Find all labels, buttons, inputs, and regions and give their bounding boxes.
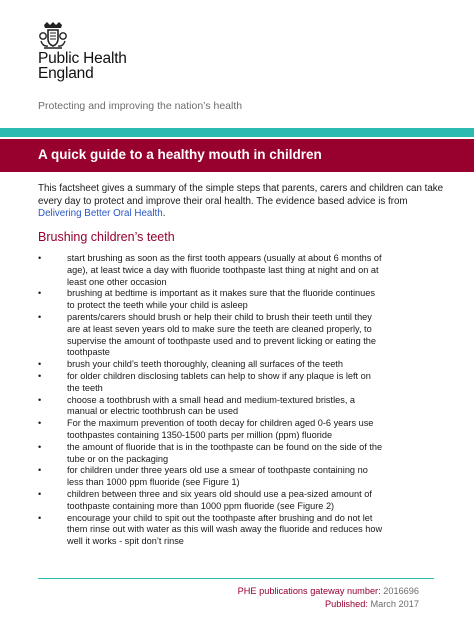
teal-divider bbox=[0, 128, 474, 137]
delivering-better-oral-health-link[interactable]: Delivering Better Oral Health bbox=[38, 208, 163, 220]
list-item-line: start brushing as soon as the first tooth appears (usually at about 6 months of bbox=[67, 253, 382, 263]
gateway-line bbox=[238, 585, 419, 598]
bullet-icon: • bbox=[38, 311, 42, 322]
list-item-line: choose a toothbrush with a small head and medium-textured bristles, a bbox=[67, 394, 356, 405]
bullet-icon: • bbox=[38, 441, 42, 452]
bullet-icon: • bbox=[38, 465, 42, 476]
bullet-icon: • bbox=[38, 394, 42, 405]
list-item-line: toothpaste bbox=[67, 347, 110, 358]
org-name-line1: Public Health bbox=[38, 50, 127, 67]
list-item bbox=[38, 513, 398, 548]
bullet-icon: • bbox=[38, 370, 42, 381]
list-item-line: children between three and six years old should use a pea-sized amount of bbox=[67, 488, 372, 499]
list-item-line: to protect the teeth while your child is asleep bbox=[67, 300, 248, 311]
list-item bbox=[38, 395, 398, 419]
list-item-line: the amount of fluoride that is in the toothpaste can be found on the side of the bbox=[67, 441, 383, 452]
intro-end: . bbox=[162, 208, 166, 220]
list-item-line: the teeth bbox=[67, 382, 103, 393]
footer-divider bbox=[38, 578, 434, 579]
published-line bbox=[238, 598, 419, 611]
gateway-label: PHE publications gateway number: bbox=[237, 586, 384, 596]
bullet-icon: • bbox=[38, 418, 42, 429]
list-item-line: toothpaste containing more than 1000 ppm fluoride (see Figure 2) bbox=[67, 500, 335, 511]
published-date: March 2017 bbox=[370, 598, 419, 609]
gateway-number: 2016696 bbox=[383, 586, 419, 596]
footer bbox=[238, 585, 419, 610]
list-item-line: for older children disclosing tablets can help to show if any plaque is left on bbox=[67, 370, 371, 381]
phe-logo bbox=[38, 22, 127, 81]
published-label: Published: bbox=[325, 598, 371, 609]
list-item bbox=[38, 253, 398, 288]
section-heading: Brushing children’s teeth bbox=[38, 230, 175, 244]
list-item-line: age), at least twice a day with fluoride toothpaste last thing at night and on at bbox=[67, 264, 379, 275]
page-title: A quick guide to a healthy mouth in children bbox=[38, 147, 322, 162]
list-item-line: them rinse out with water as this will wash away the fluoride and reduces how bbox=[67, 524, 383, 535]
list-item-line: supervise the amount of toothpaste used and to prevent licking or eating the bbox=[67, 335, 377, 346]
tagline: Protecting and improving the nation’s health bbox=[38, 100, 243, 112]
list-item-line: brushing at bedtime is important as it makes sure that the fluoride continues bbox=[67, 288, 375, 299]
list-item-line: for children under three years old use a smear of toothpaste containing no bbox=[67, 465, 368, 476]
intro-text: This factsheet gives a summary of the simple steps that parents, carers and children can take every day to protect and improve their oral health. The evidence based advice is from bbox=[38, 183, 444, 207]
royal-crest-icon bbox=[38, 22, 68, 50]
list-item bbox=[38, 312, 398, 359]
intro-paragraph bbox=[38, 183, 448, 221]
bullet-icon: • bbox=[38, 288, 42, 299]
list-item bbox=[38, 465, 398, 489]
list-item bbox=[38, 442, 398, 466]
list-item-line: parents/carers should brush or help their child to brush their teeth until they bbox=[67, 311, 372, 322]
bullet-icon: • bbox=[38, 359, 42, 370]
bullet-icon: • bbox=[38, 512, 42, 523]
org-name-line2: England bbox=[38, 65, 94, 82]
list-item-line: are at least seven years old to make sure the teeth are cleaned properly, to bbox=[67, 323, 372, 334]
list-item bbox=[38, 489, 398, 513]
list-item bbox=[38, 288, 398, 312]
bullet-icon: • bbox=[38, 253, 42, 263]
list-item-line: encourage your child to spit out the toothpaste after brushing and do not let bbox=[67, 512, 373, 523]
bullet-icon: • bbox=[38, 488, 42, 499]
list-item-line: less than 1000 ppm fluoride (see Figure 1) bbox=[67, 477, 240, 488]
list-item-line: brush your child’s teeth thoroughly, cleaning all surfaces of the teeth bbox=[67, 359, 343, 370]
list-item-line: For the maximum prevention of tooth decay for children aged 0-6 years use bbox=[67, 418, 374, 429]
bullet-list bbox=[38, 253, 398, 548]
list-item-line: manual or electric toothbrush can be used bbox=[67, 406, 239, 417]
list-item bbox=[38, 371, 398, 395]
list-item-line: well it works - spit don’t rinse bbox=[67, 536, 184, 547]
list-item bbox=[38, 418, 398, 442]
title-band bbox=[0, 139, 474, 172]
list-item-line: toothpastes containing 1350-1500 parts per million (ppm) fluoride bbox=[67, 429, 333, 440]
list-item bbox=[38, 359, 398, 371]
list-item-line: tube or on the packaging bbox=[67, 453, 169, 464]
list-item-line: least one other occasion bbox=[67, 276, 167, 287]
